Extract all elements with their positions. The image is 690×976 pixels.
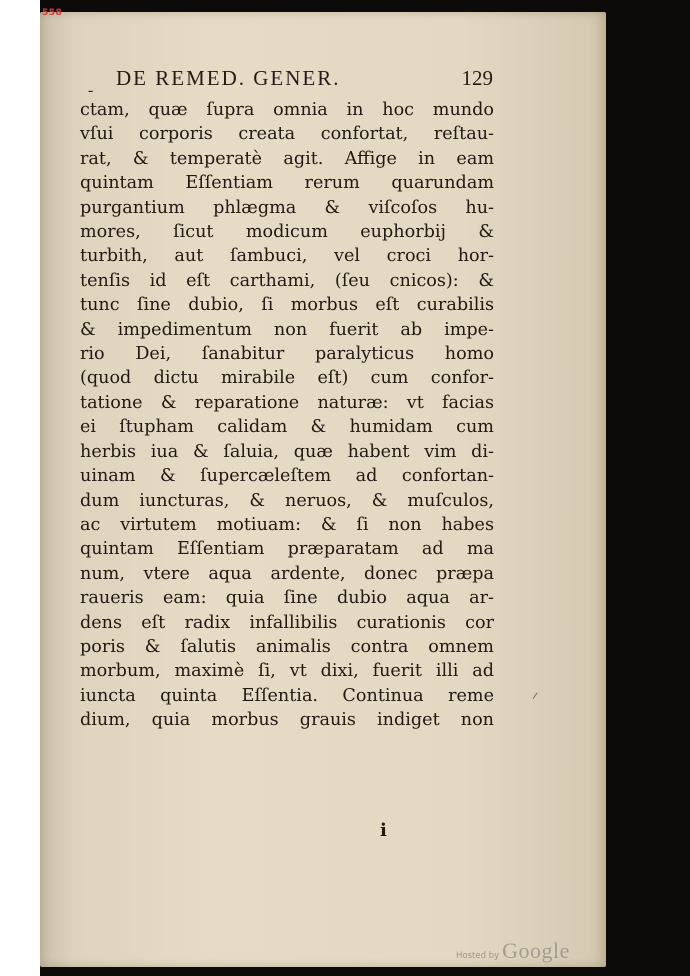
text-line: rio Dei, ſanabitur paralyticus homo bbox=[80, 344, 494, 365]
text-line: turbith, aut ſambuci, vel croci hor- bbox=[80, 246, 494, 267]
library-stamp: 558 bbox=[42, 8, 63, 18]
hosted-by-watermark bbox=[456, 938, 570, 964]
text-line: herbis iua & ſaluia, quæ habent vim di- bbox=[80, 441, 494, 462]
running-head bbox=[88, 66, 493, 99]
body-text bbox=[80, 98, 494, 733]
text-line: poris & ſalutis animalis contra omnem bbox=[80, 636, 494, 657]
running-head-title: DE REMED. GENER. bbox=[116, 66, 341, 90]
text-line: ctam, quæ ſupra omnia in hoc mundo bbox=[80, 100, 494, 120]
text-line: morbum, maximè ſi, vt dixi, fuerit illi ad bbox=[80, 661, 494, 682]
text-line: purgantium phlægma & viſcoſos hu- bbox=[80, 197, 494, 218]
text-line: tunc ſine dubio, ſi morbus eſt curabilis bbox=[80, 295, 494, 316]
text-line: raueris eam: quia ſine dubio aqua ar- bbox=[80, 588, 494, 609]
hosted-by-text: Hosted by bbox=[456, 951, 500, 961]
text-line: tenſis id eſt carthami, (ſeu cnicos): & bbox=[80, 270, 494, 291]
text-line: dum iuncturas, & neruos, & muſculos, bbox=[80, 490, 494, 511]
text-line: num, vtere aqua ardente, donec præpa bbox=[80, 563, 494, 584]
text-line: mores, ſicut modicum euphorbij & bbox=[80, 222, 494, 243]
catchword: i bbox=[380, 820, 387, 841]
text-line: vſui corporis creata confortat, reſtau- bbox=[80, 124, 494, 145]
text-line: dens eſt radix infallibilis curationis cor bbox=[80, 612, 494, 633]
text-line: tatione & reparatione naturæ: vt facias bbox=[80, 392, 494, 413]
text-line: (quod dictu mirabile eſt) cum confor- bbox=[80, 368, 494, 389]
text-line: dium, quia morbus grauis indiget non bbox=[80, 710, 494, 731]
text-line: quintam Eſſentiam rerum quarundam bbox=[80, 173, 494, 194]
text-line: quintam Eſſentiam præparatam ad ma bbox=[80, 539, 494, 560]
text-line: ei ſtupham calidam & humidam cum bbox=[80, 417, 494, 438]
head-ornament: - bbox=[88, 82, 94, 99]
page-number: 129 bbox=[461, 66, 493, 90]
google-logo: Google bbox=[502, 938, 570, 963]
text-line: iuncta quinta Eſſentia. Continua reme bbox=[80, 685, 494, 706]
text-line: rat, & temperatè agit. Affige in eam bbox=[80, 148, 494, 169]
left-margin-strip bbox=[0, 0, 40, 976]
text-line: ac virtutem motiuam: & ſi non habes bbox=[80, 514, 494, 535]
text-line: & impedimentum non fuerit ab impe- bbox=[80, 319, 494, 340]
text-line: uinam & ſupercæleſtem ad confortan- bbox=[80, 466, 494, 487]
